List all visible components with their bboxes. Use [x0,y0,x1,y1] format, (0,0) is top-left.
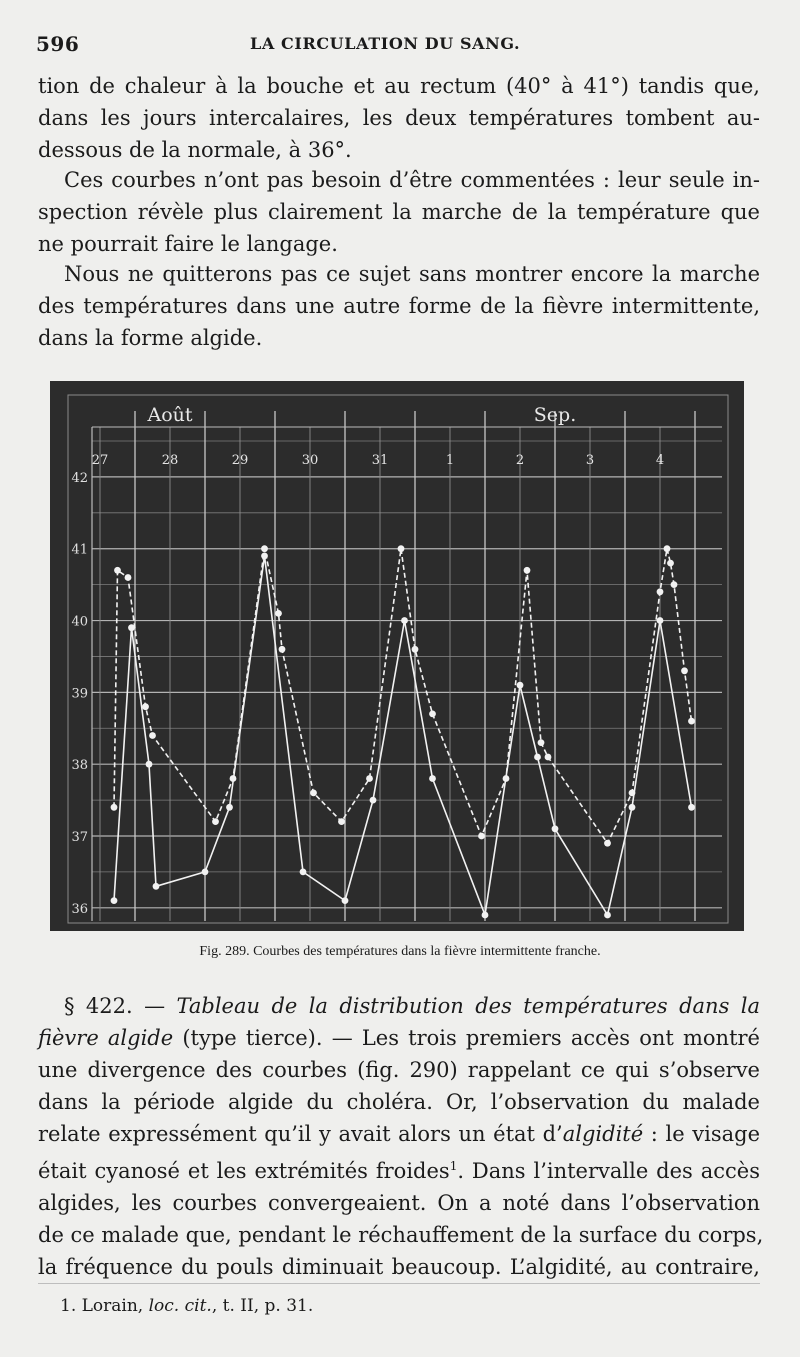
month-label: Sep. [533,404,577,426]
text-run: relate expressément qu’il y avait alors un état d’ [38,1122,563,1146]
text-line [38,1251,760,1283]
data-point [538,739,545,746]
temperature-chart-figure [50,381,744,931]
text-run: 1. Lorain, [60,1296,149,1316]
data-point [545,754,552,761]
data-point [370,797,377,804]
data-point [275,610,282,617]
text-run: § 422. — [64,994,177,1018]
data-point [114,567,121,574]
data-point [478,833,485,840]
data-point [552,825,559,832]
text-run: la fréquence du pouls diminuait beaucoup. L’algidité, au contraire, [38,1255,760,1279]
text-run: algides, les courbes convergeaient. On a noté dans l’observation [38,1191,760,1215]
text-run: de ce malade que, pendant le réchauffement de la surface du corps, [38,1223,764,1247]
temperature-chart [50,381,744,931]
text-line [38,1219,764,1251]
data-point [398,545,405,552]
day-label: 27 [91,453,109,468]
data-point [412,646,419,653]
day-label: 1 [445,453,455,468]
text-line: dans la forme algide. [38,326,263,350]
text-run: , t. II, p. 31. [211,1296,314,1316]
paragraph-1 [38,70,760,166]
text-line [38,1086,760,1118]
data-point [657,588,664,595]
text-line [38,1187,760,1219]
data-point [342,897,349,904]
day-label: 4 [655,453,665,468]
data-point [671,581,678,588]
data-point [226,804,233,811]
data-point [153,883,160,890]
day-label: 28 [161,453,179,468]
data-point [146,761,153,768]
text-line [38,1150,760,1187]
text-run: loc. cit. [148,1296,212,1316]
day-label: 29 [231,453,249,468]
data-point [657,617,664,624]
section-422 [38,990,764,1283]
data-point [125,574,132,581]
data-point [429,711,436,718]
data-point [230,775,237,782]
figure-caption: Fig. 289. Courbes des températures dans la fièvre intermittente franche. [199,944,601,959]
y-tick-label: 36 [71,901,88,917]
day-label: 30 [301,453,319,468]
page-header [0,32,800,58]
text-run: algidité [562,1122,644,1146]
running-title: LA CIRCULATION DU SANG. [250,34,521,53]
data-point [482,912,489,919]
text-run: . Dans l’intervalle des accès [457,1159,760,1183]
data-point [688,804,695,811]
data-point [524,567,531,574]
footnote-marker: 1 [449,1159,458,1173]
text-line: tion de chaleur à la bouche et au rectum (40° à 41°) tandis que, [38,74,760,98]
data-point [212,818,219,825]
text-line: des températures dans une autre forme de la fièvre intermittente, [38,294,760,318]
data-point [604,840,611,847]
data-point [300,869,307,876]
data-point [111,804,118,811]
data-point [149,732,156,739]
data-point [310,790,317,797]
text-run: dans la période algide du choléra. Or, l’observation du malade [38,1090,760,1114]
text-line [38,1022,760,1054]
y-tick-label: 40 [71,614,88,630]
text-line: spection révèle plus clairement la marche de la température que [38,200,760,224]
data-point [604,912,611,919]
text-run: une divergence des courbes (fig. 290) rappelant ce qui s’observe [38,1058,760,1082]
data-point [667,560,674,567]
data-point [664,545,671,552]
data-point [503,775,510,782]
text-line [38,990,760,1022]
text-run: était cyanosé et les extrémités froides [38,1159,450,1183]
data-point [111,897,118,904]
data-point [366,775,373,782]
footnote [60,1296,313,1316]
data-point [338,818,345,825]
text-line: Ces courbes n’ont pas besoin d’être commentées : leur seule in- [64,168,760,192]
data-point [261,545,268,552]
text-line: dessous de la normale, à 36°. [38,138,352,162]
text-line: dans les jours intercalaires, les deux températures tombent au- [38,106,760,130]
y-tick-label: 39 [71,686,88,702]
paragraph-2 [38,164,760,260]
text-line: ne pourrait faire le langage. [38,232,338,256]
data-point [629,790,636,797]
data-point [688,718,695,725]
day-label: 31 [371,453,389,468]
y-tick-label: 41 [71,542,88,558]
day-label: 2 [515,453,525,468]
paragraph-3 [38,258,760,354]
y-tick-label: 37 [71,830,88,845]
text-run: fièvre algide [38,1026,174,1050]
text-run: : le visage [643,1122,760,1146]
y-tick-label: 38 [71,758,88,774]
text-line [38,1054,760,1086]
text-line [38,1118,760,1150]
day-label: 3 [585,453,595,468]
data-point [429,775,436,782]
data-point [401,617,408,624]
data-point [517,682,524,689]
text-run: Tableau de la distribution des températures dans la [176,994,760,1018]
page-number: 596 [36,32,80,56]
data-point [534,754,541,761]
footnote-divider [38,1283,760,1284]
data-point [142,703,149,710]
data-point [681,667,688,674]
data-point [629,804,636,811]
text-line: Nous ne quitterons pas ce sujet sans montrer encore la marche [64,262,760,286]
y-tick-label: 42 [71,470,88,486]
data-point [279,646,286,653]
data-point [202,869,209,876]
text-run: (type tierce). — Les trois premiers accès ont montré [173,1026,760,1050]
month-label: Août [147,404,193,426]
